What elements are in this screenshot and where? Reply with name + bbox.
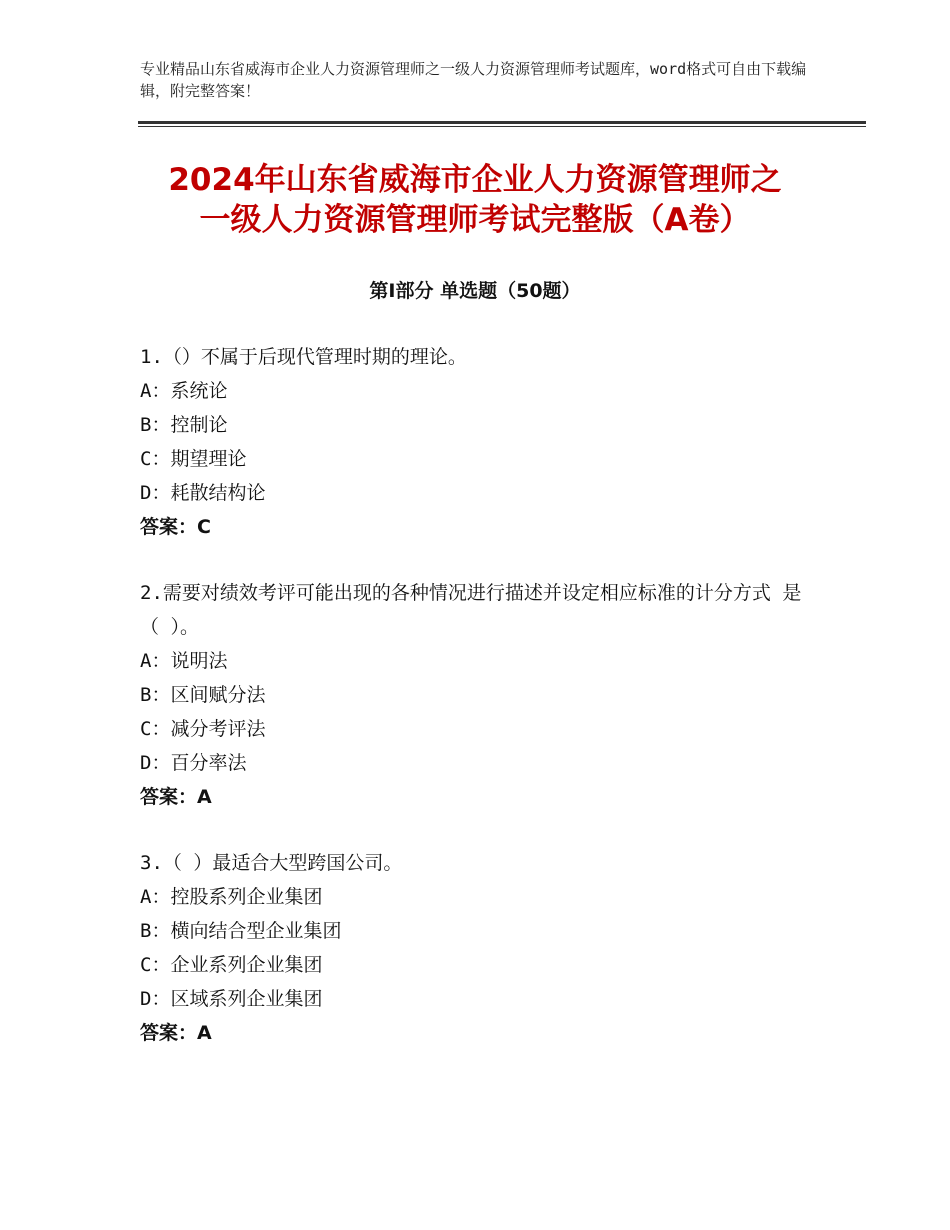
title-line-1: 2024年山东省威海市企业人力资源管理师之 xyxy=(168,162,782,198)
section-title: 第Ⅰ部分 单选题（50题） xyxy=(369,280,581,302)
option-d: D：耗散结构论 xyxy=(140,482,266,504)
question-list xyxy=(140,340,820,1082)
question-stem: 2.需要对绩效考评可能出现的各种情况进行描述并设定相应标准的计分方式 是（ ）。 xyxy=(140,582,802,638)
header-divider-thick xyxy=(138,121,866,124)
option-c: C：期望理论 xyxy=(140,448,247,470)
question-stem: 3.（ ）最适合大型跨国公司。 xyxy=(140,852,403,874)
answer: 答案：A xyxy=(140,786,212,808)
option-b: B：横向结合型企业集团 xyxy=(140,920,342,942)
option-d: D：百分率法 xyxy=(140,752,247,774)
answer: 答案：A xyxy=(140,1022,212,1044)
answer: 答案：C xyxy=(140,516,211,538)
option-c: C：企业系列企业集团 xyxy=(140,954,323,976)
option-b: B：区间赋分法 xyxy=(140,684,266,706)
option-d: D：区域系列企业集团 xyxy=(140,988,323,1010)
question-stem: 1.（）不属于后现代管理时期的理论。 xyxy=(140,346,467,368)
option-a: A：说明法 xyxy=(140,650,228,672)
option-b: B：控制论 xyxy=(140,414,228,436)
option-a: A：系统论 xyxy=(140,380,228,402)
question-1 xyxy=(140,340,820,544)
question-2 xyxy=(140,576,820,814)
question-3 xyxy=(140,846,820,1050)
option-a: A：控股系列企业集团 xyxy=(140,886,323,908)
header-note: 专业精品山东省威海市企业人力资源管理师之一级人力资源管理师考试题库，word格式可自由下载编辑，附完整答案！ xyxy=(140,60,807,100)
document-title xyxy=(110,160,840,240)
title-line-2: 一级人力资源管理师考试完整版（A卷） xyxy=(199,202,751,238)
header-divider-thin xyxy=(138,126,866,127)
option-c: C：减分考评法 xyxy=(140,718,266,740)
